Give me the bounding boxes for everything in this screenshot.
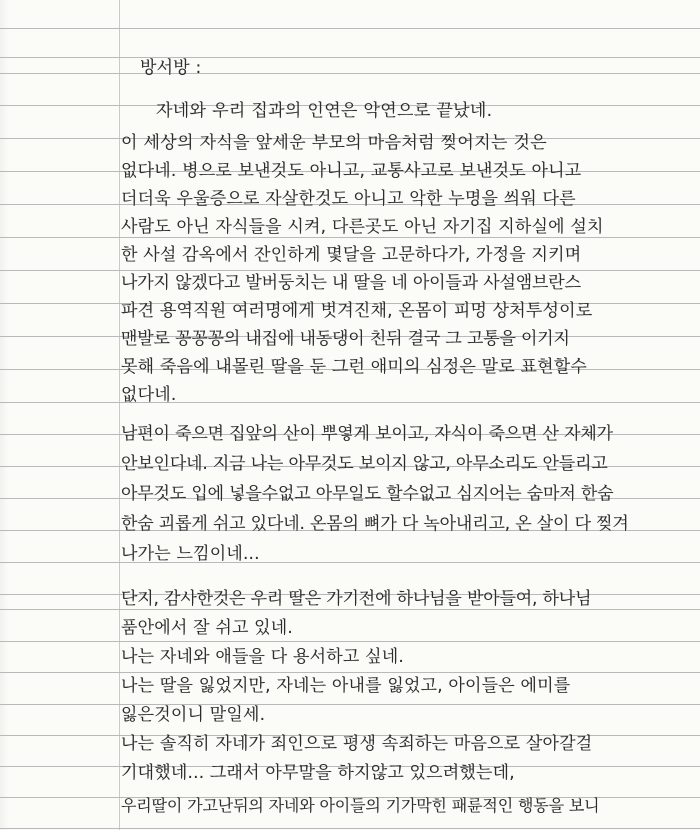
letter-line: 파견 용역직원 여러명에게 벗겨진채, 온몸이 피멍 상처투성이로 (121, 301, 593, 321)
letter-line: 더더욱 우울증으로 자살한것도 아니고 악한 누명을 씌워 다른 (121, 189, 576, 209)
letter-line: 잃은것이니 말일세. (121, 705, 266, 725)
letter-line: 아무것도 입에 넣을수없고 아무일도 할수없고 심지어는 숨마저 한숨 (121, 484, 614, 504)
letter-line: 나는 솔직히 자네가 죄인으로 평생 속죄하는 마음으로 살아갈걸 (121, 734, 593, 754)
letter-line: 이 세상의 자식을 앞세운 부모의 마음처럼 찢어지는 것은 (121, 133, 548, 153)
letter-line: 나가지 않겠다고 발버둥치는 내 딸을 네 아이들과 사설앰브란스 (121, 273, 581, 293)
letter-line: 나가는 느낌이네... (121, 544, 260, 564)
letter-line: 나는 자네와 애들을 다 용서하고 싶네. (121, 647, 404, 667)
letter-line: 우리딸이 가고난뒤의 자네와 아이들의 기가막힌 패륜적인 행동을 보니 (121, 796, 600, 815)
letter-line: 없다네. (121, 385, 177, 405)
letter-line: 품안에서 잘 쉬고 있네. (121, 618, 294, 638)
salutation: 방서방 : (140, 58, 202, 78)
letter-line: 한숨 괴롭게 쉬고 있다네. 온몸의 뼈가 다 녹아내리고, 온 살이 다 찢겨 (121, 514, 629, 534)
letter-line: 나는 딸을 잃었지만, 자네는 아내를 잃었고, 아이들은 에미를 (121, 676, 571, 696)
letter-line: 없다네. 병으로 보낸것도 아니고, 교통사고로 보낸것도 아니고 (121, 161, 582, 181)
letter-line: 남편이 죽으면 집앞의 산이 뿌옇게 보이고, 자식이 죽으면 산 자체가 (121, 424, 613, 444)
letter-line: 한 사설 감옥에서 잔인하게 몇달을 고문하다가, 가정을 지키며 (121, 245, 582, 265)
letter-line: 단지, 감사한것은 우리 딸은 가기전에 하나님을 받아들여, 하나님 (121, 589, 592, 609)
letter-line: 사람도 아닌 자식들을 시켜, 다른곳도 아닌 자기집 지하실에 설치 (121, 217, 604, 237)
letter-line: 안보인다네. 지금 나는 아무것도 보이지 않고, 아무소리도 안들리고 (121, 454, 608, 474)
letter-line: 자네와 우리 집과의 인연은 악연으로 끝났네. (156, 101, 493, 121)
letter-line: 기대했네... 그래서 아무말을 하지않고 있으려했는데, (121, 763, 515, 783)
letter-line: 못해 죽음에 내몰린 딸을 둔 그런 애미의 심정은 말로 표현할수 (121, 357, 587, 377)
letter-line: 맨발로 꽁꽁꽁의 내집에 내동댕이 친뒤 결국 그 고통을 이기지 (121, 329, 570, 349)
